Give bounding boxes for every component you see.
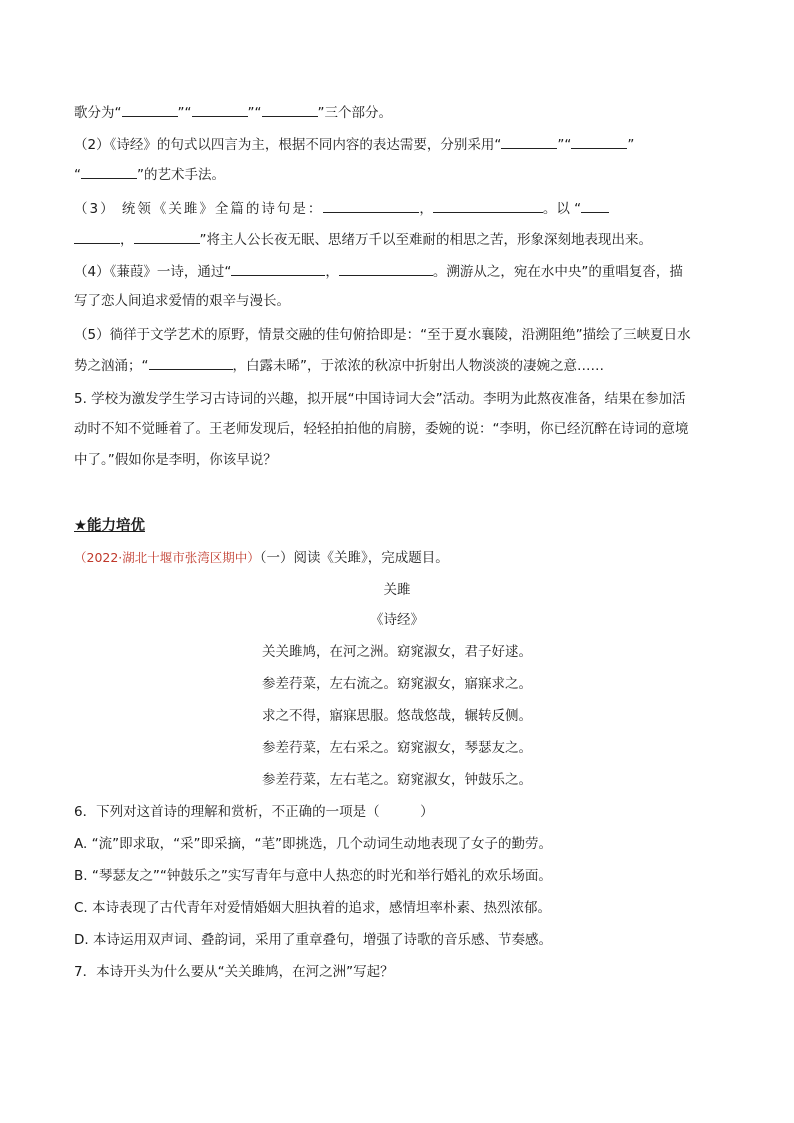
q4-part4-line2: 写了恋人间追求爱情的艰辛与漫长。: [74, 293, 290, 309]
poem-line: 参差荇菜，左右流之。窈窕淑女，寤寐求之。: [262, 676, 532, 692]
answer-blank[interactable]: [74, 229, 120, 244]
q5-line2: 动时不知不觉睡着了。王老师发现后，轻轻拍拍他的肩膀，委婉的说：“李明，你已经沉醉在诗词的意境: [74, 421, 689, 437]
poem-line: 参差荇菜，左右芼之。窈窕淑女，钟鼓乐之。: [262, 772, 532, 788]
q4-part1-line: [74, 102, 724, 123]
q4-part4-line1: [74, 261, 724, 282]
answer-blank[interactable]: [323, 198, 419, 213]
poem-line: 参差荇菜，左右采之。窈窕淑女，琴瑟友之。: [262, 740, 532, 756]
q4-part5-lead: 势之汹涌；“: [74, 358, 149, 374]
q4-part5-line1: （5）徜徉于文学艺术的原野，情景交融的佳句俯拾即是：“至于夏水襄陵，沿溯阻绝”描绘了三峡夏日水: [74, 327, 691, 343]
q4-part2-sep: ”“: [557, 137, 572, 153]
poem-title: 关雎: [383, 582, 411, 598]
q4-part2-line2: [74, 164, 724, 185]
q4-part2-lead2: “: [74, 167, 81, 183]
q4-part2-tail: ”: [627, 137, 635, 153]
q4-part3-tail2: ”将主人公长夜无眠、思绪万千以至难耐的相思之苦，形象深刻地表现出来。: [199, 232, 652, 248]
q6-option-d[interactable]: D. 本诗运用双声词、叠韵词，采用了重章叠句，增强了诗歌的音乐感、节奏感。: [74, 932, 552, 948]
answer-blank[interactable]: [122, 102, 178, 117]
q4-part2-lead: （2）《诗经》的句式以四言为主，根据不同内容的表达需要，分别采用“: [74, 137, 502, 153]
q5-line1: 5. 学校为激发学生学习古诗词的兴趣，拟开展“中国诗词大会”活动。李明为此熬夜准备，结果在参加活: [74, 391, 686, 407]
passage-intro-line: [74, 548, 724, 568]
section-heading: ★能力培优: [74, 518, 145, 534]
answer-blank[interactable]: [571, 134, 627, 149]
answer-blank[interactable]: [433, 198, 543, 213]
answer-blank[interactable]: [81, 164, 137, 179]
q4-part1-tail: ”三个部分。: [317, 105, 392, 121]
q4-part3-line2: [74, 229, 724, 250]
answer-blank[interactable]: [581, 198, 609, 213]
q4-part1-lead: 歌分为“: [74, 105, 122, 121]
passage-intro: （一）阅读《关雎》，完成题目。: [259, 550, 449, 566]
q6-option-c[interactable]: C. 本诗表现了古代青年对爱情婚姻大胆执着的追求，感情坦率朴素、热烈浓郁。: [74, 900, 552, 916]
q4-part4-comma: ，: [325, 264, 339, 280]
answer-blank[interactable]: [149, 355, 233, 370]
answer-blank[interactable]: [192, 102, 248, 117]
q6-option-a[interactable]: A. “流”即求取，“采”即采摘，“芼”即挑选，几个动词生动地表现了女子的勤劳。: [74, 836, 553, 852]
q4-part2-line1: [74, 134, 724, 155]
answer-blank[interactable]: [134, 229, 200, 244]
q5-line3: 中了。”假如你是李明，你该早说？: [74, 452, 277, 468]
q4-part5-line2: [74, 355, 724, 376]
poem-line: 求之不得，寤寐思服。悠哉悠哉，辗转反侧。: [262, 708, 532, 724]
q4-part3-lead: （3） 统领《关雎》全篇的诗句是：: [74, 201, 324, 217]
q4-part4-tail: 。溯游从之，宛在水中央”的重唱复沓，描: [432, 264, 683, 280]
q4-part3-tail: 。以 “: [542, 201, 582, 217]
q7-stem: 7．本诗开头为什么要从“关关雎鸠，在河之洲”写起？: [74, 964, 394, 980]
q4-part4-lead: （4）《蒹葭》一诗，通过“: [74, 264, 232, 280]
q4-part1-sep1: ”“: [177, 105, 192, 121]
answer-blank[interactable]: [339, 261, 433, 276]
poem-author: 《诗经》: [370, 612, 424, 628]
answer-blank[interactable]: [501, 134, 557, 149]
q4-part3-comma2: ，: [120, 232, 134, 248]
question-source: （2022·湖北十堰市张湾区期中）: [74, 550, 260, 565]
answer-blank[interactable]: [262, 102, 318, 117]
q4-part3-line1: [74, 198, 724, 219]
q6-stem: 6．下列对这首诗的理解和赏析，不正确的一项是（ ）: [74, 804, 434, 820]
q4-part3-comma: ，: [419, 201, 433, 217]
q4-part1-sep2: ”“: [247, 105, 262, 121]
q4-part5-tail: ，白露未晞”，于浓浓的秋凉中折射出人物淡淡的凄婉之意……: [232, 358, 604, 374]
answer-blank[interactable]: [231, 261, 325, 276]
q6-option-b[interactable]: B. “琴瑟友之”“钟鼓乐之”实写青年与意中人热恋的时光和举行婚礼的欢乐场面。: [74, 868, 552, 884]
q4-part2-tail2: ”的艺术手法。: [137, 167, 225, 183]
poem-line: 关关雎鸠，在河之洲。窈窕淑女，君子好逑。: [262, 644, 532, 660]
